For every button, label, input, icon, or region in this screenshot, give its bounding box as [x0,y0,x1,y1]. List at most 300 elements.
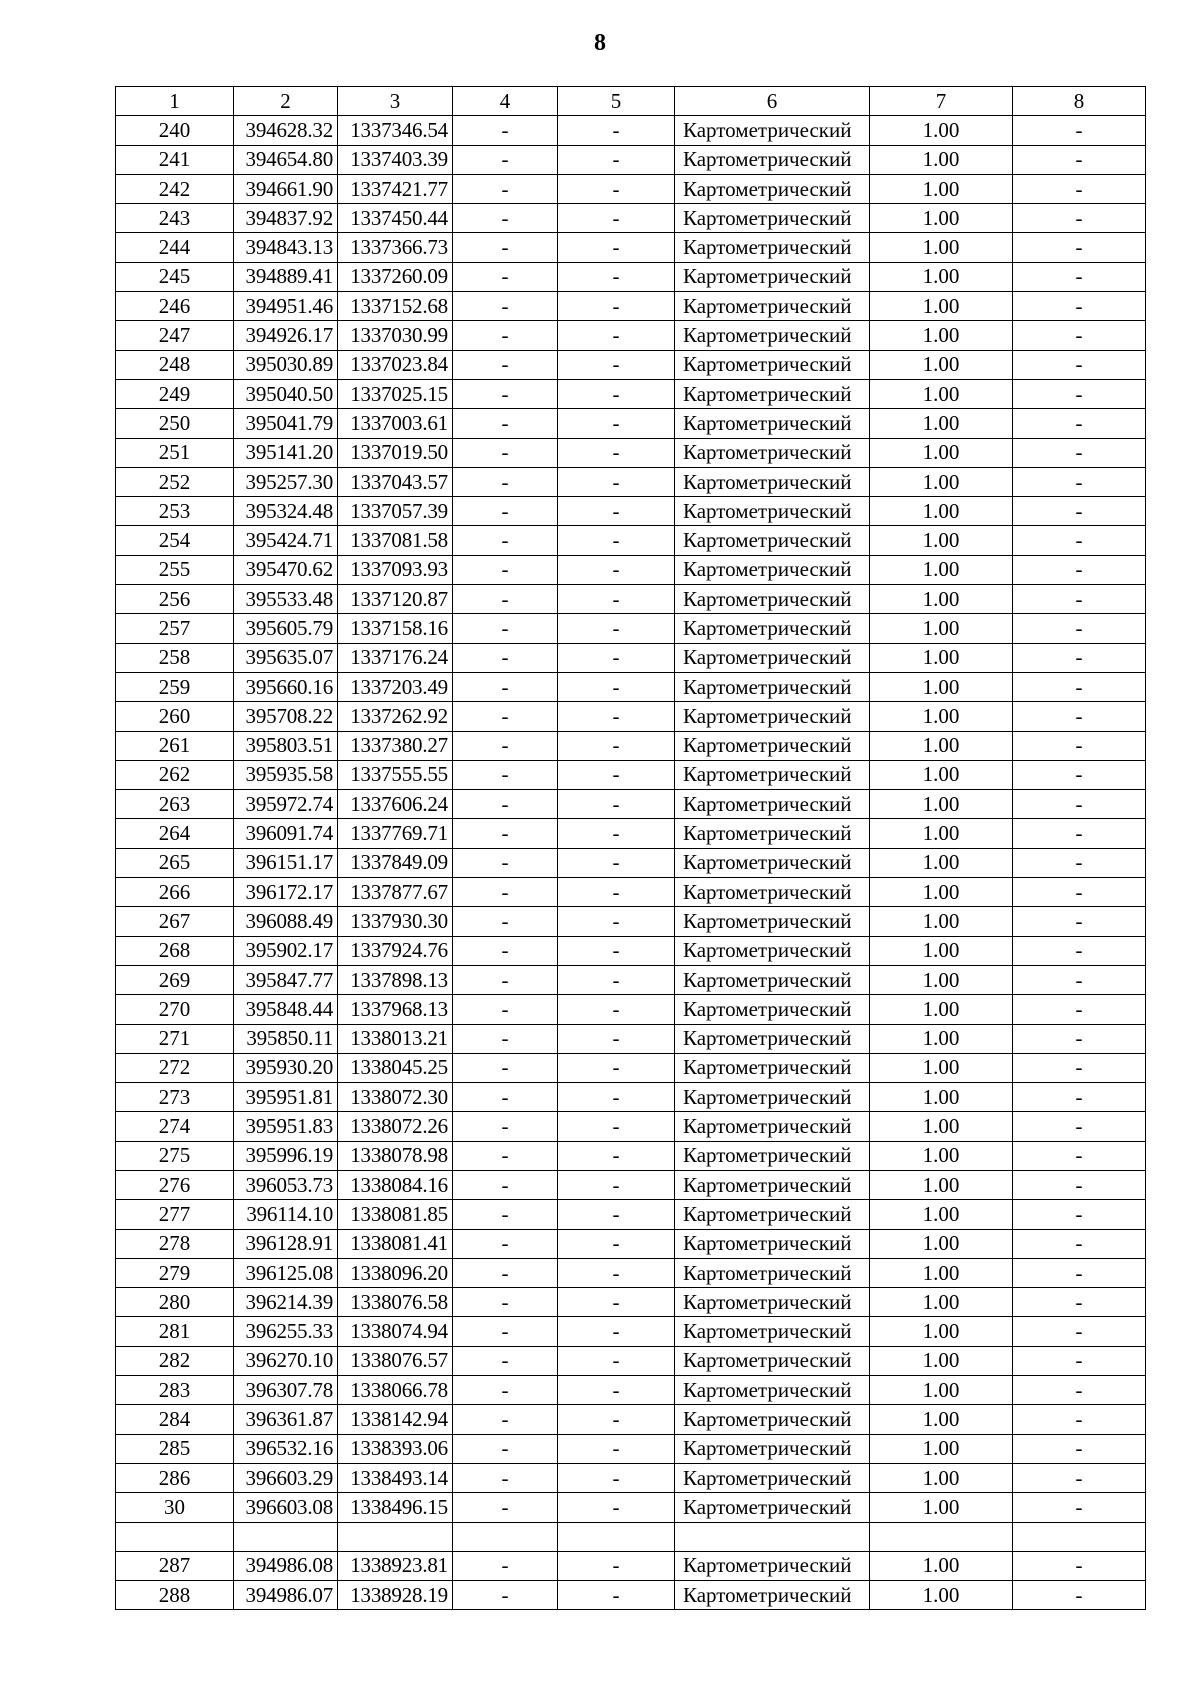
table-cell-col-2: 394986.07 [234,1581,338,1610]
table-cell-col-7: 1.00 [870,1346,1013,1375]
table-row [116,409,1146,438]
table-row [116,1229,1146,1258]
table-cell-col-2: 395635.07 [234,643,338,672]
table-cell-col-2: 395930.20 [234,1053,338,1082]
table-cell-col-4: - [453,497,558,526]
table-cell-col-7: 1.00 [870,907,1013,936]
table-cell-col-7: 1.00 [870,614,1013,643]
table-cell-col-5: - [558,233,675,262]
table-cell-col-4: - [453,702,558,731]
table-cell-col-8: - [1013,1463,1146,1492]
table-cell-col-8: - [1013,760,1146,789]
table-cell-col-6: Картометрический [675,467,870,496]
table-row [116,878,1146,907]
table-cell-col-6: Картометрический [675,1170,870,1199]
table-cell-col-5: - [558,1463,675,1492]
table-cell-col-1: 248 [116,350,234,379]
table-cell-col-2: 395848.44 [234,995,338,1024]
table-cell-col-4: - [453,321,558,350]
table-cell-col-3: 1337555.55 [338,760,453,789]
column-header-1: 1 [116,87,234,116]
table-row [116,819,1146,848]
table-cell-col-5: - [558,467,675,496]
table-cell-col-1: 285 [116,1434,234,1463]
table-cell-col-3: 1337849.09 [338,848,453,877]
table-cell-col-6: Картометрический [675,1229,870,1258]
table-cell-col-1: 284 [116,1405,234,1434]
table-cell-col-4: - [453,467,558,496]
table-row [116,204,1146,233]
table-row [116,585,1146,614]
table-cell-col-7: 1.00 [870,585,1013,614]
table-cell-col-5: - [558,1200,675,1229]
table-cell-col-3: 1337769.71 [338,819,453,848]
table-cell-col-1: 261 [116,731,234,760]
table-cell-col-3: 1337366.73 [338,233,453,262]
table-cell-col-6: Картометрический [675,848,870,877]
table-row [116,790,1146,819]
table-cell-col-7: 1.00 [870,672,1013,701]
table-cell-col-6: Картометрический [675,1200,870,1229]
table-cell-col-7: 1.00 [870,995,1013,1024]
table-cell-col-6: Картометрический [675,907,870,936]
table-cell-col-8: - [1013,233,1146,262]
table-cell-col-6: Картометрический [675,1141,870,1170]
table-cell-col-5: - [558,1405,675,1434]
table-cell-col-6: Картометрический [675,1258,870,1287]
table-cell-col-5: - [558,1141,675,1170]
table-cell-col-7: 1.00 [870,497,1013,526]
table-cell-col-1: 257 [116,614,234,643]
table-cell-col-2: 395847.77 [234,965,338,994]
table-row [116,262,1146,291]
table-cell-col-2: 395040.50 [234,379,338,408]
table-row [116,1083,1146,1112]
table-cell-col-8: - [1013,292,1146,321]
table-cell-col-8: - [1013,497,1146,526]
table-cell-col-4: - [453,409,558,438]
table-cell-col-6: Картометрический [675,116,870,145]
table-cell-col-8: - [1013,526,1146,555]
table-cell-col-1: 243 [116,204,234,233]
table-cell-col-3: 1338928.19 [338,1581,453,1610]
table-cell-col-6: Картометрический [675,145,870,174]
table-cell-col-7: 1.00 [870,379,1013,408]
table-cell-col-4: - [453,1493,558,1522]
table-cell-col-3: 1338045.25 [338,1053,453,1082]
table-cell-col-5: - [558,702,675,731]
table-cell-col-1: 274 [116,1112,234,1141]
table-cell-col-6: Картометрический [675,555,870,584]
table-cell-col-7: 1.00 [870,1434,1013,1463]
table-row [116,174,1146,203]
table-row [116,116,1146,145]
table-cell-col-3: 1337120.87 [338,585,453,614]
table-cell-col-3: 1338096.20 [338,1258,453,1287]
table-cell-col-6: Картометрический [675,1346,870,1375]
table-row [116,1258,1146,1287]
table-cell-col-7: 1.00 [870,643,1013,672]
table-cell-col-7: 1.00 [870,262,1013,291]
table-cell-col-8: - [1013,1112,1146,1141]
table-cell-col-4: - [453,145,558,174]
table-cell-col-8: - [1013,1083,1146,1112]
table-cell-col-1: 278 [116,1229,234,1258]
table-cell-col-3: 1338074.94 [338,1317,453,1346]
table-row [116,438,1146,467]
table-cell-col-3: 1337260.09 [338,262,453,291]
table-cell-col-8: - [1013,907,1146,936]
table-cell-col-7: 1.00 [870,555,1013,584]
table-body [116,116,1146,1610]
table-cell-col-1: 245 [116,262,234,291]
table-cell-col-2: 395470.62 [234,555,338,584]
table-row [116,1493,1146,1522]
table-cell-col-6: Картометрический [675,204,870,233]
table-row [116,1288,1146,1317]
table-cell-col-4: - [453,1170,558,1199]
table-cell-col-3: 1338496.15 [338,1493,453,1522]
table-cell-col-6: Картометрический [675,995,870,1024]
table-cell-col-2: 395424.71 [234,526,338,555]
table-cell-col-5: - [558,526,675,555]
table-cell-col-2: 394951.46 [234,292,338,321]
table-cell-col-3: 1338493.14 [338,1463,453,1492]
table-cell-col-8: - [1013,145,1146,174]
table-cell-col-2: 396361.87 [234,1405,338,1434]
table-cell-col-1: 252 [116,467,234,496]
table-cell-col-8: - [1013,790,1146,819]
table-cell-col-4: - [453,1434,558,1463]
table-row [116,760,1146,789]
table-cell-col-4: - [453,262,558,291]
table-row [116,1200,1146,1229]
page-number: 8 [594,30,606,56]
table-cell-col-5: - [558,379,675,408]
table-cell-col-8: - [1013,174,1146,203]
column-header-8: 8 [1013,87,1146,116]
table-cell-col-3: 1337898.13 [338,965,453,994]
table-row [116,1581,1146,1610]
table-cell-col-5: - [558,555,675,584]
table-cell-col-3: 1338076.58 [338,1288,453,1317]
table-row [116,1551,1146,1580]
table-cell-col-5: - [558,204,675,233]
table-cell-col-3: 1337403.39 [338,145,453,174]
table-cell-col-6: Картометрический [675,702,870,731]
table-cell-col-1: 266 [116,878,234,907]
table-cell-col-8: - [1013,1053,1146,1082]
header-row [116,87,1146,116]
table-row [116,965,1146,994]
table-cell-col-7: 1.00 [870,204,1013,233]
table-cell-col-4: - [453,878,558,907]
table-cell-col-3: 1337203.49 [338,672,453,701]
table-cell-col-7: 1.00 [870,1288,1013,1317]
table-cell-col-3: 1338142.94 [338,1405,453,1434]
table-cell-col-3: 1337057.39 [338,497,453,526]
table-cell-col-2: 394843.13 [234,233,338,262]
table-row [116,497,1146,526]
table-cell-col-5: - [558,1288,675,1317]
table-cell-col-2: 396307.78 [234,1376,338,1405]
table-row [116,643,1146,672]
table-cell-col-3: 1337023.84 [338,350,453,379]
table-row [116,1405,1146,1434]
table-cell-col-8: - [1013,1376,1146,1405]
table-cell-col-5: - [558,1346,675,1375]
table-cell-col-8: - [1013,731,1146,760]
table-row [116,936,1146,965]
table-cell-col-6: Картометрический [675,1405,870,1434]
table-cell-col-1: 286 [116,1463,234,1492]
table-cell-col-1: 280 [116,1288,234,1317]
table-cell-col-1: 281 [116,1317,234,1346]
table-cell-col-6: Картометрический [675,174,870,203]
table-cell-col-6: Картометрический [675,878,870,907]
table-cell-col-5: - [558,409,675,438]
table-cell-col-7: 1.00 [870,702,1013,731]
table-cell-col-5: - [558,174,675,203]
table-cell-col-2: 396114.10 [234,1200,338,1229]
table-cell-col-2: 395660.16 [234,672,338,701]
table-cell-col-2: 395030.89 [234,350,338,379]
table-cell-col-4: - [453,1141,558,1170]
table-row [116,526,1146,555]
table-cell-col-4: - [453,790,558,819]
table-cell-col-1: 264 [116,819,234,848]
table-cell-col-2: 396088.49 [234,907,338,936]
table-cell-col-7: 1.00 [870,174,1013,203]
table-cell-col-1: 241 [116,145,234,174]
table-cell-col-7: 1.00 [870,790,1013,819]
table-row [116,672,1146,701]
table-cell-col-4: - [453,643,558,672]
table-cell-col-2: 396128.91 [234,1229,338,1258]
table-cell-col-8: - [1013,1551,1146,1580]
table-cell-col-5: - [558,731,675,760]
table-cell-col-4: - [453,1551,558,1580]
table-cell-col-6: Картометрический [675,409,870,438]
table-cell-col-7: 1.00 [870,467,1013,496]
table-cell-col-4: - [453,1376,558,1405]
table-cell-col-8: - [1013,585,1146,614]
table-cell-col-5: - [558,262,675,291]
table-cell-col-2: 396125.08 [234,1258,338,1287]
table-cell-col-8: - [1013,467,1146,496]
table-cell-col-7: 1.00 [870,965,1013,994]
table-cell-col-2: 394986.08 [234,1551,338,1580]
table-cell-col-6: Картометрический [675,1053,870,1082]
table-cell-col-7: 1.00 [870,1083,1013,1112]
table-cell-col-4: - [453,819,558,848]
table-cell-col-2 [234,1522,338,1551]
table-cell-col-8: - [1013,1200,1146,1229]
table-cell-col-7: 1.00 [870,350,1013,379]
table-cell-col-2: 395996.19 [234,1141,338,1170]
table-cell-col-6: Картометрический [675,965,870,994]
table-cell-col-1: 271 [116,1024,234,1053]
table-cell-col-6: Картометрический [675,262,870,291]
table-cell-col-3: 1337450.44 [338,204,453,233]
table-cell-col-1: 255 [116,555,234,584]
table-cell-col-8: - [1013,1317,1146,1346]
table-cell-col-2: 395708.22 [234,702,338,731]
table-cell-col-7: 1.00 [870,731,1013,760]
table-cell-col-4: - [453,1024,558,1053]
table-cell-col-3: 1337968.13 [338,995,453,1024]
table-cell-col-3: 1337930.30 [338,907,453,936]
table-cell-col-4: - [453,672,558,701]
table-cell-col-4: - [453,614,558,643]
table-cell-col-4: - [453,907,558,936]
table-cell-col-4: - [453,116,558,145]
table-cell-col-1: 251 [116,438,234,467]
table-row [116,907,1146,936]
table-cell-col-4: - [453,526,558,555]
table-cell-col-4: - [453,1229,558,1258]
table-cell-col-3: 1337877.67 [338,878,453,907]
table-cell-col-1: 250 [116,409,234,438]
table-cell-col-7: 1.00 [870,292,1013,321]
table-cell-col-7: 1.00 [870,438,1013,467]
table-row [116,731,1146,760]
table-cell-col-8: - [1013,379,1146,408]
table-cell-col-4: - [453,555,558,584]
table-cell-col-5: - [558,497,675,526]
table-cell-col-5: - [558,760,675,789]
table-cell-col-7: 1.00 [870,878,1013,907]
table-cell-col-6: Картометрический [675,1083,870,1112]
table-cell-col-2: 395902.17 [234,936,338,965]
table-cell-col-1: 260 [116,702,234,731]
table-cell-col-8: - [1013,1288,1146,1317]
table-cell-col-8: - [1013,204,1146,233]
table-cell-col-3: 1338076.57 [338,1346,453,1375]
table-cell-col-4 [453,1522,558,1551]
table-cell-col-7: 1.00 [870,1405,1013,1434]
table-cell-col-6: Картометрический [675,526,870,555]
table-cell-col-7: 1.00 [870,1551,1013,1580]
table-cell-col-7: 1.00 [870,1493,1013,1522]
table-cell-col-6: Картометрический [675,790,870,819]
table-cell-col-8: - [1013,321,1146,350]
table-cell-col-3: 1338072.26 [338,1112,453,1141]
table-cell-col-8: - [1013,1229,1146,1258]
table-cell-col-7: 1.00 [870,116,1013,145]
table-cell-col-6: Картометрический [675,292,870,321]
table-cell-col-1: 259 [116,672,234,701]
table-cell-col-7: 1.00 [870,1200,1013,1229]
table-cell-col-6: Картометрический [675,731,870,760]
table-cell-col-2: 394661.90 [234,174,338,203]
table-cell-col-7: 1.00 [870,1053,1013,1082]
table-cell-col-5: - [558,1083,675,1112]
table-cell-col-6: Картометрический [675,643,870,672]
table-cell-col-6: Картометрический [675,614,870,643]
table-cell-col-1: 262 [116,760,234,789]
table-cell-col-1: 263 [116,790,234,819]
table-cell-col-6: Картометрический [675,1463,870,1492]
table-cell-col-1: 256 [116,585,234,614]
table-cell-col-5: - [558,614,675,643]
table-cell-col-8: - [1013,995,1146,1024]
table-cell-col-7: 1.00 [870,1141,1013,1170]
table-cell-col-4: - [453,760,558,789]
table-cell-col-5: - [558,848,675,877]
table-cell-col-5: - [558,878,675,907]
table-cell-col-3: 1337606.24 [338,790,453,819]
table-row [116,292,1146,321]
table-cell-col-4: - [453,379,558,408]
table-cell-col-2: 396255.33 [234,1317,338,1346]
column-header-7: 7 [870,87,1013,116]
table-cell-col-8: - [1013,614,1146,643]
table-cell-col-5: - [558,643,675,672]
table-cell-col-6: Картометрический [675,585,870,614]
table-cell-col-5: - [558,438,675,467]
table-cell-col-5: - [558,1258,675,1287]
table-cell-col-2: 394654.80 [234,145,338,174]
table-cell-col-1: 240 [116,116,234,145]
table-row [116,995,1146,1024]
table-cell-col-3: 1337158.16 [338,614,453,643]
table-cell-col-6: Картометрический [675,1288,870,1317]
table-cell-col-4: - [453,204,558,233]
table-cell-col-3: 1337003.61 [338,409,453,438]
table-cell-col-5: - [558,672,675,701]
table-cell-col-5: - [558,585,675,614]
table-row [116,467,1146,496]
table-row [116,1434,1146,1463]
table-cell-col-2: 394628.32 [234,116,338,145]
table-cell-col-1: 269 [116,965,234,994]
table-cell-col-7: 1.00 [870,1463,1013,1492]
table-cell-col-5: - [558,321,675,350]
table-cell-col-2: 396603.08 [234,1493,338,1522]
table-cell-col-8: - [1013,409,1146,438]
column-header-4: 4 [453,87,558,116]
table-cell-col-5: - [558,292,675,321]
table-cell-col-2: 395605.79 [234,614,338,643]
table-cell-col-1: 30 [116,1493,234,1522]
table-cell-col-4: - [453,438,558,467]
table-row [116,614,1146,643]
table-cell-col-7: 1.00 [870,819,1013,848]
table-cell-col-6: Картометрический [675,1024,870,1053]
table-cell-col-8: - [1013,1258,1146,1287]
table-cell-col-7: 1.00 [870,1258,1013,1287]
table-cell-col-5: - [558,1024,675,1053]
table-cell-col-8: - [1013,1405,1146,1434]
table-cell-col-7: 1.00 [870,1024,1013,1053]
table-cell-col-5: - [558,790,675,819]
table-cell-col-5: - [558,1229,675,1258]
table-cell-col-7: 1.00 [870,1229,1013,1258]
table-row [116,1141,1146,1170]
table-cell-col-1: 267 [116,907,234,936]
table-cell-col-1: 247 [116,321,234,350]
table-row [116,1317,1146,1346]
table-cell-col-2: 395141.20 [234,438,338,467]
table-cell-col-3: 1337262.92 [338,702,453,731]
table-cell-col-2: 395972.74 [234,790,338,819]
table-cell-col-4: - [453,1463,558,1492]
table-cell-col-6: Картометрический [675,1376,870,1405]
table-cell-col-7: 1.00 [870,1112,1013,1141]
table-cell-col-5: - [558,1112,675,1141]
table-cell-col-8: - [1013,1581,1146,1610]
